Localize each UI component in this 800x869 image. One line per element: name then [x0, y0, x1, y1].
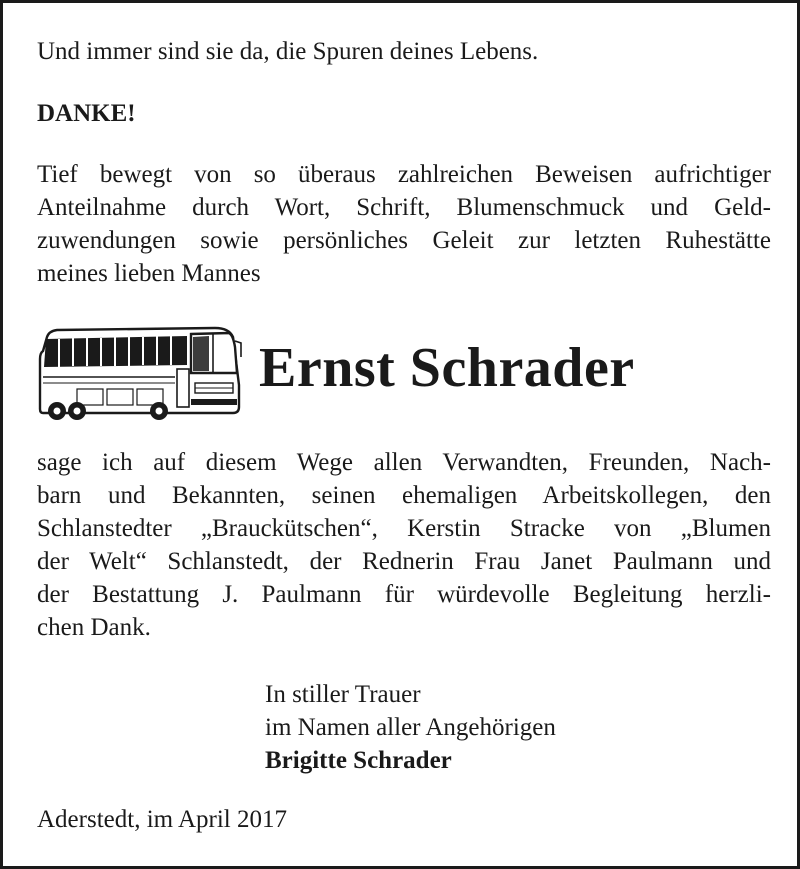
- thanks-line: barn und Bekannten, seinen ehemaligen Arbeitskollegen, den: [37, 482, 771, 509]
- thanks-line: der Welt“ Schlanstedt, der Rednerin Frau Janet Paulmann und: [37, 548, 771, 575]
- intro-line: Tief bewegt von so überaus zahlreichen Beweisen aufrichtiger: [37, 161, 771, 188]
- signature-line-2: im Namen aller Angehörigen: [265, 714, 556, 741]
- intro-paragraph: [37, 158, 771, 290]
- coach-bus-icon: [37, 325, 243, 421]
- signer-name: Brigitte Schrader: [265, 747, 452, 774]
- intro-line: Anteilnahme durch Wort, Schrift, Blumenschmuck und Geld-: [37, 194, 771, 221]
- signature-line-1: In stiller Trauer: [265, 681, 421, 708]
- deceased-name: Ernst Schrader: [259, 337, 635, 399]
- thanks-paragraph: [37, 446, 771, 644]
- place-date: Aderstedt, im April 2017: [37, 806, 287, 833]
- signature-block: [265, 678, 556, 777]
- intro-line: zuwendungen sowie persönliches Geleit zur letzten Ruhestätte: [37, 227, 771, 254]
- thanks-line: sage ich auf diesem Wege allen Verwandten, Freunden, Nach-: [37, 449, 771, 476]
- thanks-line: Schlanstedter „Brauckütschen“, Kerstin Stracke von „Blumen: [37, 515, 771, 542]
- motto-line: Und immer sind sie da, die Spuren deines Lebens.: [37, 38, 539, 65]
- thanks-line: chen Dank.: [37, 614, 151, 641]
- thanks-line: der Bestattung J. Paulmann für würdevolle Begleitung herzli-: [37, 581, 771, 608]
- intro-line: meines lieben Mannes: [37, 260, 261, 287]
- danke-heading: DANKE!: [37, 100, 136, 127]
